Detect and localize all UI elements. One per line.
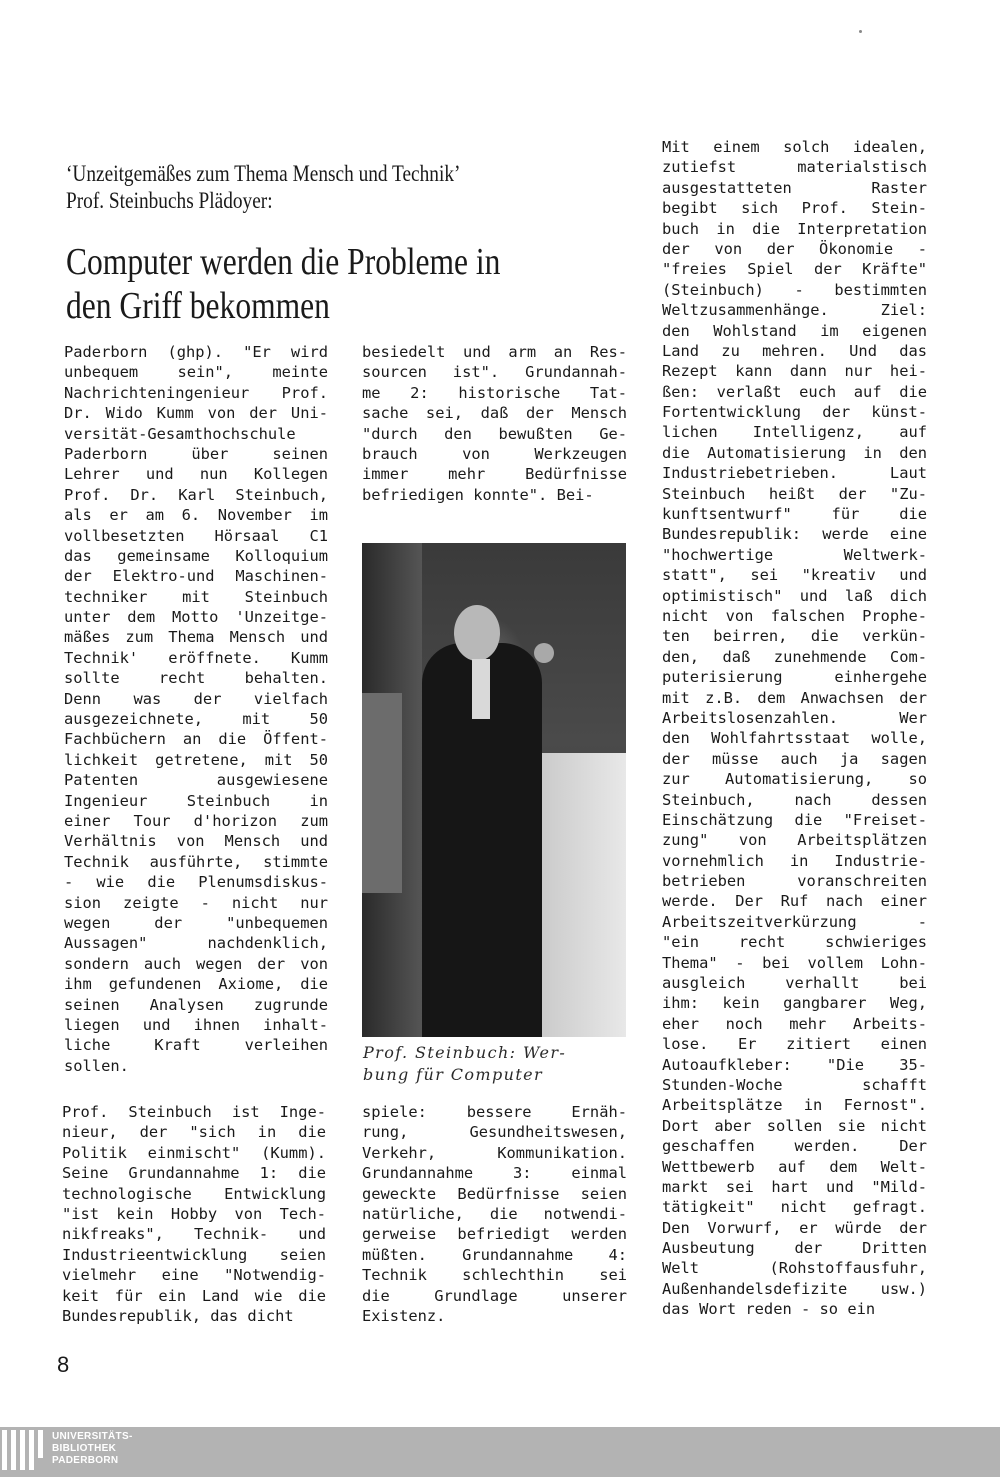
column-2-top bbox=[362, 342, 627, 505]
text-line: Patenten ausgewiesene bbox=[64, 771, 328, 790]
text-line: ihm: kein gangbarer Weg, bbox=[662, 994, 927, 1013]
text-line: Lehrer und nun Kollegen bbox=[64, 465, 328, 484]
text-line: sollte recht behalten. bbox=[64, 669, 328, 688]
text-line: zung" von Arbeitsplätzen bbox=[662, 831, 927, 850]
text-line: Denn was der vielfach bbox=[64, 689, 328, 708]
text-line: Existenz. bbox=[362, 1306, 446, 1325]
text-line: "hochwertige Weltwerk- bbox=[662, 545, 927, 564]
text-line: rung, Gesundheitswesen, bbox=[362, 1123, 627, 1142]
article-kicker bbox=[66, 160, 536, 214]
article-photo bbox=[362, 543, 626, 1037]
text-line: me 2: historische Tat- bbox=[362, 383, 627, 402]
text-line: ausgezeichnete, mit 50 bbox=[64, 710, 328, 729]
text-line: Paderborn über seinen bbox=[64, 444, 328, 463]
text-line: lichkeit getretene, mit 50 bbox=[64, 750, 328, 769]
text-line: betrieben voranschreiten bbox=[662, 872, 927, 891]
text-line: die Grundlage unserer bbox=[362, 1286, 627, 1305]
text-line: keit für ein Land wie die bbox=[62, 1286, 326, 1305]
library-logo-icon bbox=[2, 1430, 44, 1474]
caption-line-2: bung für Computer bbox=[363, 1065, 544, 1084]
text-line: einer Tour d'horizon zum bbox=[64, 811, 328, 830]
logo-line-2: BIBLIOTHEK bbox=[52, 1443, 117, 1454]
text-line: unbequem sein", meinte bbox=[64, 363, 328, 382]
text-line: immer mehr Bedürfnisse bbox=[362, 465, 627, 484]
text-line: Verhältnis von Mensch und bbox=[64, 832, 328, 851]
text-line: - wie die Plenumsdiskus- bbox=[64, 873, 328, 892]
text-line: sondern auch wegen der von bbox=[64, 954, 328, 973]
text-line: geweckte Bedürfnisse seien bbox=[362, 1184, 627, 1203]
text-line: Seine Grundannahme 1: die bbox=[62, 1164, 326, 1183]
text-line: Thema" - bei vollem Lohn- bbox=[662, 953, 927, 972]
text-line: mäßes zum Thema Mensch und bbox=[64, 628, 328, 647]
text-line: Ausbeutung der Dritten bbox=[662, 1239, 927, 1258]
logo-line-1: UNIVERSITÄTS- bbox=[52, 1431, 133, 1442]
text-line: vollbesetzten Hörsaal C1 bbox=[64, 526, 328, 545]
text-line: die Automatisierung in den bbox=[662, 443, 927, 462]
text-line: Stunden-Woche schafft bbox=[662, 1075, 927, 1094]
text-line: Wettbewerb auf dem Welt- bbox=[662, 1157, 927, 1176]
text-line: nicht von falschen Prophe- bbox=[662, 606, 927, 625]
text-line: brauch von Werkzeugen bbox=[362, 444, 627, 463]
text-line: Paderborn (ghp). "Er wird bbox=[64, 343, 328, 361]
text-line: seinen Analysen zugrunde bbox=[64, 995, 328, 1014]
photo-lectern bbox=[536, 753, 626, 1037]
text-line: unter dem Motto 'Unzeitge- bbox=[64, 608, 328, 627]
page-number: 8 bbox=[57, 1352, 70, 1377]
text-line: Einschätzung die "Freiset- bbox=[662, 810, 927, 829]
text-line: Dr. Wido Kumm von der Uni- bbox=[64, 404, 328, 423]
text-line: vielmehr eine "Notwendig- bbox=[62, 1266, 326, 1285]
text-line: Arbeitsplätze in Fernost". bbox=[662, 1096, 927, 1115]
text-line: werde. Der Ruf nach einer bbox=[662, 892, 927, 911]
article-headline bbox=[66, 240, 581, 328]
text-line: sache sei, daß der Mensch bbox=[362, 404, 627, 423]
text-line: liegen und ihnen inhalt- bbox=[64, 1015, 328, 1034]
text-line: den Wohlfahrtsstaat wolle, bbox=[662, 729, 927, 748]
text-line: Steinbuch heißt der "Zu- bbox=[662, 484, 927, 503]
text-line: geschaffen werden. Der bbox=[662, 1137, 927, 1156]
column-1-bottom bbox=[62, 1102, 326, 1326]
text-line: ausgestatteten Raster bbox=[662, 178, 927, 197]
text-line: "freies Spiel der Kräfte" bbox=[662, 260, 927, 279]
text-line: eher noch mehr Arbeits- bbox=[662, 1014, 927, 1033]
text-line: mit z.B. dem Anwachsen der bbox=[662, 688, 927, 707]
text-line: Mit einem solch idealen, bbox=[662, 138, 927, 156]
text-line: ihm gefundenen Axiome, die bbox=[64, 975, 328, 994]
photo-wall-panel bbox=[362, 693, 402, 893]
text-line: Technik schlechthin sei bbox=[362, 1266, 627, 1285]
text-line: zutiefst materialstisch bbox=[662, 158, 927, 177]
text-line: (Steinbuch) - bestimmten bbox=[662, 280, 927, 299]
text-line: der müsse auch ja sagen bbox=[662, 749, 927, 768]
text-line: Autoaufkleber: "Die 35- bbox=[662, 1055, 927, 1074]
text-line: technologische Entwicklung bbox=[62, 1184, 326, 1203]
text-line: Land zu mehren. Und das bbox=[662, 341, 927, 360]
text-line: Verkehr, Kommunikation. bbox=[362, 1143, 627, 1162]
text-line: besiedelt und arm an Res- bbox=[362, 343, 627, 361]
text-line: sion zeigte - nicht nur bbox=[64, 893, 328, 912]
text-line: ausgleich verhallt bei bbox=[662, 974, 927, 993]
text-line: nikfreaks", Technik- und bbox=[62, 1225, 326, 1244]
text-line: buch in die Interpretation bbox=[662, 219, 927, 238]
text-line: müßten. Grundannahme 4: bbox=[362, 1245, 627, 1264]
text-line: Prof. Steinbuch ist Inge- bbox=[62, 1103, 326, 1121]
photo-speaker-head bbox=[454, 605, 500, 661]
text-line: das gemeinsame Kolloquium bbox=[64, 546, 328, 565]
text-line: spiele: bessere Ernäh- bbox=[362, 1103, 627, 1121]
text-line: Technik ausführte, stimmte bbox=[64, 852, 328, 871]
text-line: kunftsentwurf" für die bbox=[662, 505, 927, 524]
text-line: als er am 6. November im bbox=[64, 506, 328, 525]
text-line: Industrieentwicklung seien bbox=[62, 1245, 326, 1264]
text-line: Den Vorwurf, er würde der bbox=[662, 1218, 927, 1237]
text-line: der Elektro-und Maschinen- bbox=[64, 567, 328, 586]
text-line: Rezept kann dann nur hei- bbox=[662, 362, 927, 381]
text-line: nieur, der "sich in die bbox=[62, 1123, 326, 1142]
text-line: Politik einmischt" (Kumm). bbox=[62, 1143, 326, 1162]
text-line: Weltzusammenhänge. Ziel: bbox=[662, 301, 927, 320]
text-line: zur Automatisierung, so bbox=[662, 770, 927, 789]
photo-speaker-hand bbox=[534, 643, 554, 663]
text-line: Industriebetrieben. Laut bbox=[662, 464, 927, 483]
text-line: wegen der "unbequemen bbox=[64, 913, 328, 932]
text-line: liche Kraft verleihen bbox=[64, 1036, 328, 1055]
column-2-bottom bbox=[362, 1102, 627, 1326]
text-line: Prof. Dr. Karl Steinbuch, bbox=[64, 485, 328, 504]
text-line: Aussagen" nachdenklich, bbox=[64, 934, 328, 953]
text-line: optimistisch" und laß dich bbox=[662, 586, 927, 605]
library-footer-bar bbox=[0, 1427, 1000, 1477]
kicker-line-2: Prof. Steinbuchs Plädoyer: bbox=[66, 188, 273, 213]
text-line: lose. Er zitiert einen bbox=[662, 1035, 927, 1054]
text-line: "ist kein Hobby von Tech- bbox=[62, 1204, 326, 1223]
text-line: "durch den bewußten Ge- bbox=[362, 424, 627, 443]
text-line: befriedigen konnte". Bei- bbox=[362, 485, 594, 504]
text-line: ßen: verlaßt euch auf die bbox=[662, 382, 927, 401]
text-line: Fortentwicklung der künst- bbox=[662, 403, 927, 422]
photo-caption bbox=[363, 1042, 633, 1086]
headline-line-1: Computer werden die Probleme in bbox=[66, 241, 501, 283]
text-line: Ingenieur Steinbuch in bbox=[64, 791, 328, 810]
text-line: Arbeitslosenzahlen. Wer bbox=[662, 708, 927, 727]
headline-line-2: den Griff bekommen bbox=[66, 285, 330, 327]
text-line: markt sei hart und "Mild- bbox=[662, 1177, 927, 1196]
text-line: den, daß zunehmende Com- bbox=[662, 647, 927, 666]
text-line: begibt sich Prof. Stein- bbox=[662, 199, 927, 218]
photo-speaker-shirt bbox=[472, 659, 490, 719]
text-line: Technik' eröffnete. Kumm bbox=[64, 648, 328, 667]
text-line: Bundesrepublik: werde eine bbox=[662, 525, 927, 544]
text-line: der von der Ökonomie - bbox=[662, 239, 927, 258]
text-line: Bundesrepublik, das dicht bbox=[62, 1306, 294, 1325]
text-line: den Wohlstand im eigenen bbox=[662, 321, 927, 340]
text-line: natürliche, die notwendi- bbox=[362, 1204, 627, 1223]
text-line: sollen. bbox=[64, 1056, 129, 1075]
text-line: Außenhandelsdefizite usw.) bbox=[662, 1279, 927, 1298]
scan-speck bbox=[859, 30, 862, 33]
text-line: statt", sei "kreativ und bbox=[662, 566, 927, 585]
text-line: "ein recht schwieriges bbox=[662, 933, 927, 952]
text-line: Nachrichteningenieur Prof. bbox=[64, 383, 328, 402]
caption-line-1: Prof. Steinbuch: Wer- bbox=[363, 1043, 567, 1062]
logo-line-3: PADERBORN bbox=[52, 1455, 119, 1466]
text-line: Fachbüchern an die Öffent- bbox=[64, 730, 328, 749]
text-line: Arbeitszeitverkürzung - bbox=[662, 912, 927, 931]
column-3 bbox=[662, 137, 927, 1320]
text-line: Welt (Rohstoffausfuhr, bbox=[662, 1259, 927, 1278]
text-line: Dort aber sollen sie nicht bbox=[662, 1116, 927, 1135]
text-line: lichen Intelligenz, auf bbox=[662, 423, 927, 442]
text-line: tätigkeit" nicht gefragt. bbox=[662, 1198, 927, 1217]
kicker-line-1: ‘Unzeitgemäßes zum Thema Mensch und Technik’ bbox=[66, 161, 461, 186]
text-line: gerweise befriedigt werden bbox=[362, 1225, 627, 1244]
text-line: das Wort reden - so ein bbox=[662, 1300, 876, 1319]
text-line: techniker mit Steinbuch bbox=[64, 587, 328, 606]
library-logo-text bbox=[52, 1431, 133, 1467]
text-line: vornehmlich in Industrie- bbox=[662, 851, 927, 870]
text-line: Grundannahme 3: einmal bbox=[362, 1164, 627, 1183]
text-line: sourcen ist". Grundannah- bbox=[362, 363, 627, 382]
text-line: puterisierung einhergehe bbox=[662, 668, 927, 687]
text-line: versität-Gesamthochschule bbox=[64, 424, 296, 443]
text-line: Steinbuch, nach dessen bbox=[662, 790, 927, 809]
text-line: ten beirren, die verkün- bbox=[662, 627, 927, 646]
column-1-top bbox=[64, 342, 328, 1076]
